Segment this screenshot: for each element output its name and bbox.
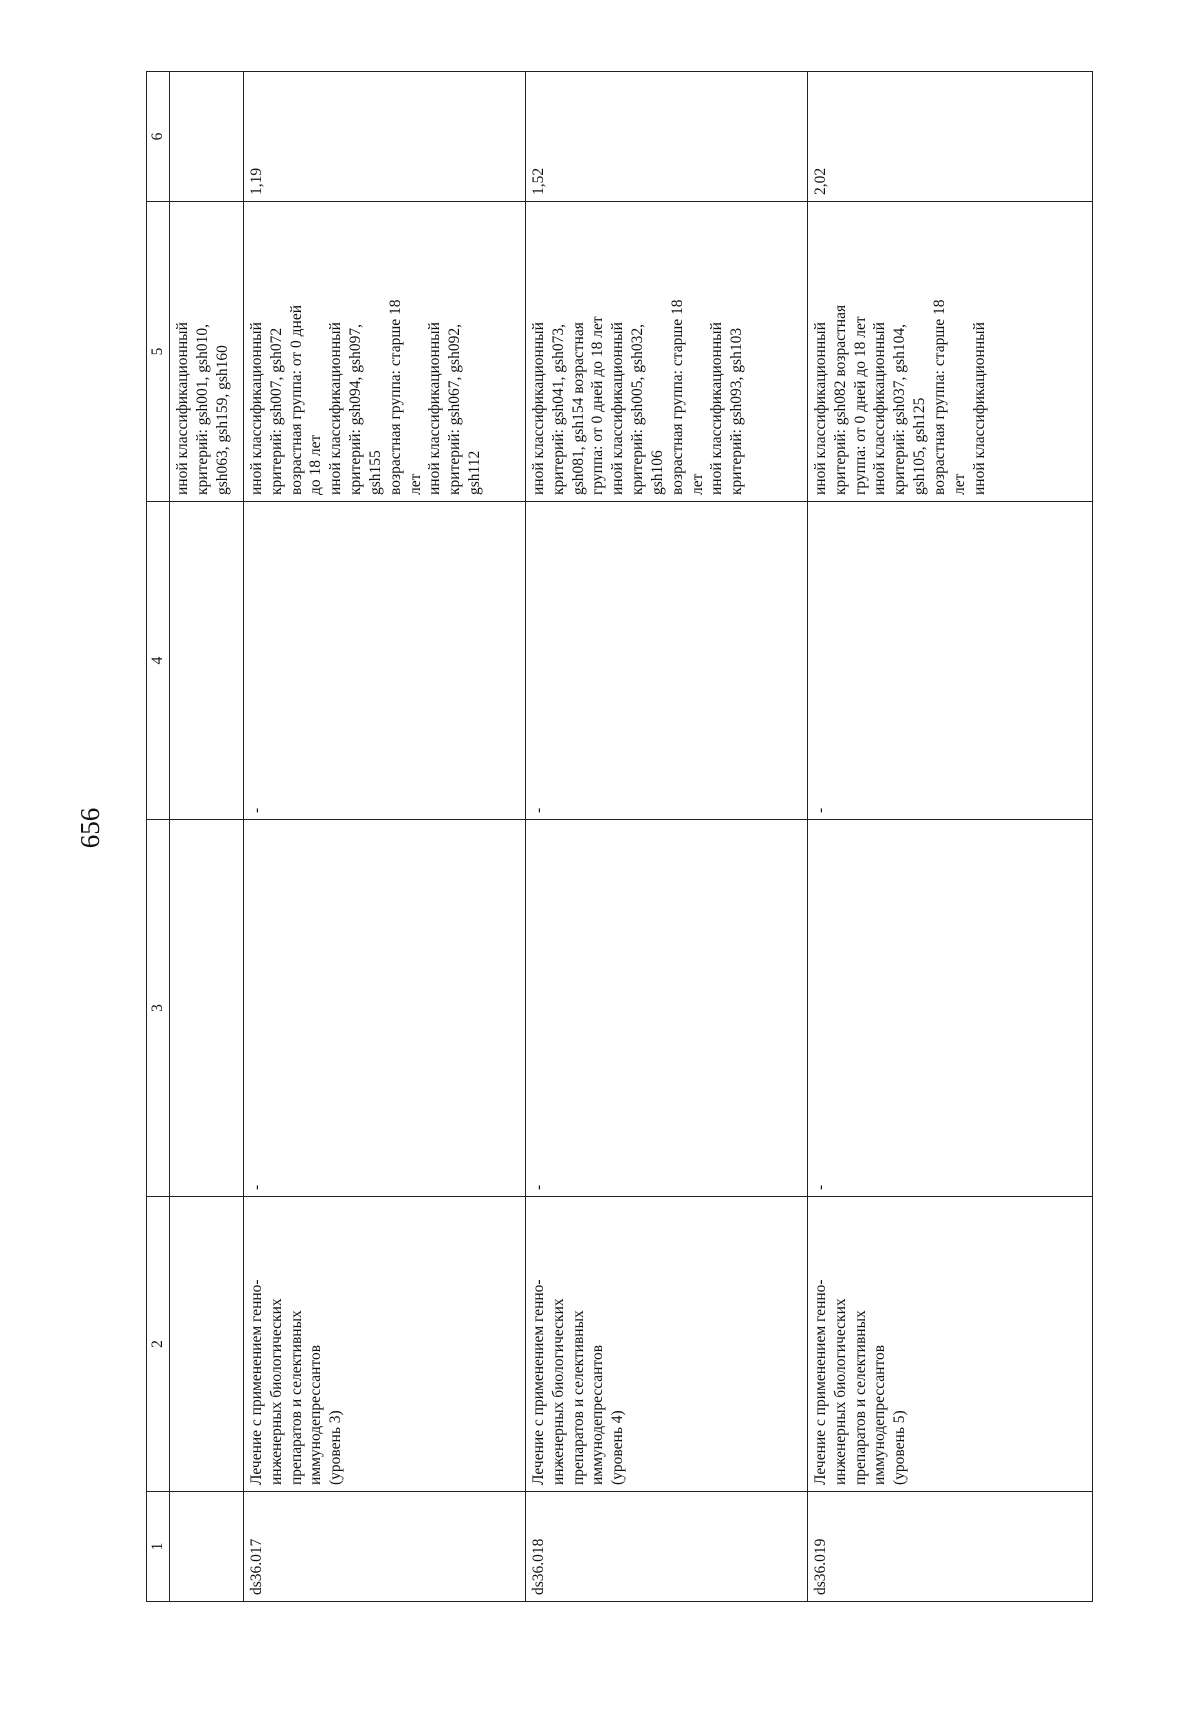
continuation-col-4: [170, 502, 244, 820]
table-row: [526, 72, 808, 1602]
name-line: инженерных биологических: [267, 1298, 285, 1485]
criteria-line: возрастная группа: от 0 дней: [287, 304, 305, 495]
criteria-line: gsh155: [366, 450, 384, 495]
header-col-1: 1: [147, 1492, 170, 1602]
criteria-line: критерий: gsh094, gsh097,: [347, 324, 365, 495]
criteria-line: группа: от 0 дней до 18 лет: [589, 316, 607, 495]
row-coefficient: 2,02: [808, 72, 1093, 202]
criteria-line: критерий: gsh093, gsh103: [728, 327, 746, 495]
criteria-line: иной классификационный: [609, 322, 627, 495]
continuation-col-2: [170, 1197, 244, 1492]
header-col-2: 2: [147, 1197, 170, 1492]
criteria-line: до 18 лет: [307, 434, 325, 495]
row-code: ds36.019: [808, 1492, 1093, 1602]
criteria-line: критерий: gsh041, gsh073,: [549, 324, 567, 495]
criteria-line: иной классификационный: [812, 322, 829, 495]
row-col-3: -: [244, 820, 526, 1197]
row-name: [526, 1197, 808, 1492]
criteria-line: gsh105, gsh125: [911, 397, 929, 495]
rotated-sheet: [146, 72, 1091, 1602]
criteria-line: критерий: gsh005, gsh032,: [629, 324, 647, 495]
name-line: инженерных биологических: [549, 1298, 567, 1485]
name-line: Лечение с применением генно-: [530, 1279, 547, 1485]
criteria-line: иной классификационный: [174, 322, 191, 495]
name-line: (уровень 4): [609, 1410, 627, 1485]
name-line: препаратов и селективных: [569, 1310, 587, 1485]
header-col-4: 4: [147, 502, 170, 820]
criteria-line: критерий: gsh001, gsh010,: [193, 324, 211, 495]
criteria-line: критерий: gsh067, gsh092,: [446, 324, 464, 495]
row-name: [808, 1197, 1093, 1492]
tariff-table: [146, 71, 1093, 1602]
row-code: ds36.018: [526, 1492, 808, 1602]
row-name: [244, 1197, 526, 1492]
criteria-line: возрастная группа: старше 18: [668, 299, 686, 495]
name-line: инженерных биологических: [831, 1298, 849, 1485]
row-code: ds36.017: [244, 1492, 526, 1602]
header-row: [147, 72, 170, 1602]
continuation-criteria: [170, 202, 244, 502]
criteria-line: возрастная группа: старше 18: [386, 299, 404, 495]
row-col-4: -: [526, 502, 808, 820]
criteria-line: иной классификационный: [708, 322, 726, 495]
name-line: иммунодепрессантов: [307, 1344, 325, 1485]
name-line: (уровень 3): [327, 1410, 345, 1485]
name-line: Лечение с применением генно-: [812, 1279, 829, 1485]
criteria-line: критерий: gsh007, gsh072: [267, 327, 285, 495]
name-line: Лечение с применением генно-: [248, 1279, 265, 1485]
criteria-line: gsh081, gsh154 возрастная: [569, 322, 587, 495]
name-line: иммунодепрессантов: [589, 1344, 607, 1485]
name-line: препаратов и селективных: [851, 1310, 869, 1485]
criteria-line: лет: [688, 473, 706, 495]
header-col-6: 6: [147, 72, 170, 202]
row-col-4: -: [244, 502, 526, 820]
criteria-line: gsh063, gsh159, gsh160: [213, 345, 231, 495]
header-col-3: 3: [147, 820, 170, 1197]
page-number: 656: [75, 807, 105, 849]
name-line: (уровень 5): [891, 1410, 909, 1485]
criteria-line: иной классификационный: [426, 322, 444, 495]
table-row: [808, 72, 1093, 1602]
criteria-line: иной классификационный: [970, 322, 988, 495]
continuation-col-3: [170, 820, 244, 1197]
criteria-line: критерий: gsh082 возрастная: [831, 304, 849, 495]
continuation-col-1: [170, 1492, 244, 1602]
header-col-5: 5: [147, 202, 170, 502]
criteria-line: иной классификационный: [248, 322, 265, 495]
row-criteria: [526, 202, 808, 502]
name-line: препаратов и селективных: [287, 1310, 305, 1485]
criteria-line: возрастная группа: старше 18: [930, 299, 948, 495]
row-col-3: -: [808, 820, 1093, 1197]
row-col-4: -: [808, 502, 1093, 820]
row-criteria: [244, 202, 526, 502]
name-line: иммунодепрессантов: [871, 1344, 889, 1485]
criteria-line: группа: от 0 дней до 18 лет: [851, 316, 869, 495]
row-criteria: [808, 202, 1093, 502]
criteria-line: критерий: gsh037, gsh104,: [891, 324, 909, 495]
criteria-line: иной классификационный: [871, 322, 889, 495]
row-col-3: -: [526, 820, 808, 1197]
criteria-line: лет: [950, 473, 968, 495]
criteria-line: иной классификационный: [530, 322, 547, 495]
criteria-line: иной классификационный: [327, 322, 345, 495]
table-row: [244, 72, 526, 1602]
criteria-line: gsh112: [466, 450, 484, 495]
row-coefficient: 1,19: [244, 72, 526, 202]
continuation-row: [170, 72, 244, 1602]
criteria-line: лет: [406, 473, 424, 495]
row-coefficient: 1,52: [526, 72, 808, 202]
criteria-line: gsh106: [648, 450, 666, 495]
continuation-col-6: [170, 72, 244, 202]
